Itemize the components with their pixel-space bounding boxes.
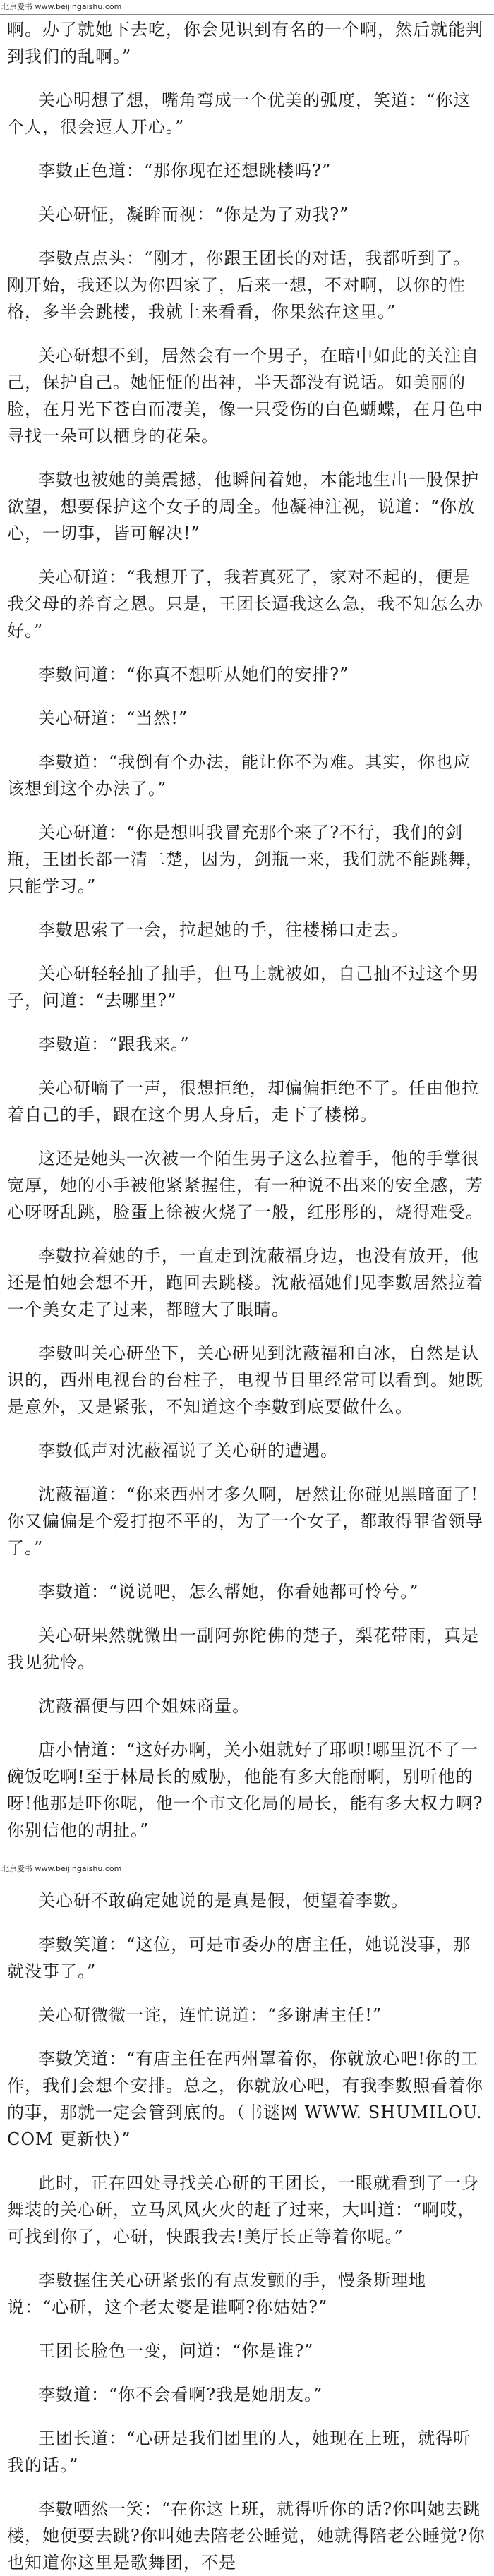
paragraph: 李數道：“跟我来。” xyxy=(38,1034,190,1054)
paragraph: 沈蔽福道：“你来西州才多久啊，居然让你碰见黑暗面了!你又偏偏是个爱打抱不平的，为了一个女子，都敢得罪省领导了。” xyxy=(7,1484,483,1558)
paragraph: 关心研嘀了一声，很想拒绝，却偏偏拒绝不了。任由他拉着自己的手，跟在这个男人身后，走下了楼梯。 xyxy=(7,1078,479,1125)
paragraph: 李數问道：“你真不想听从她们的安排?” xyxy=(38,665,349,684)
paragraph: 李數握住关心研紧张的有点发颤的手，慢条斯理地说：“心研，这个老太婆是谁啊?你姑姑?” xyxy=(7,2270,426,2317)
paragraph: 李數点点头：“刚才，你跟王团长的对话，我都听到了。刚开始，我还以为你四家了，后来一想，不对啊，以你的性格，多半会跳楼，我就上来看看，你果然在这里。” xyxy=(7,248,471,322)
paragraph: 关心研怔，凝眸而视：“你是为了劝我?” xyxy=(38,205,349,224)
paragraph: 关心研果然就微出一副阿弥陀佛的楚子，梨花带雨，真是我见犹怜。 xyxy=(7,1626,479,1672)
paragraph: 关心明想了想，嘴角弯成一个优美的弧度，笑道：“你这个人，很会逗人开心。” xyxy=(7,90,471,137)
paragraph: 关心研道：“我想开了，我若真死了，家对不起的，便是我父母的养育之恩。只是，王团长逼我这么急，我不知怎么办好。” xyxy=(7,567,483,641)
paragraph: 李數道：“你不会看啊?我是她朋友。” xyxy=(38,2385,323,2405)
paragraph: 关心研微微一诧，连忙说道：“多谢唐主任!” xyxy=(38,2005,382,2025)
paragraph: 关心研道：“当然!” xyxy=(38,708,188,728)
paragraph: 王团长道：“心研是我们团里的人，她现在上班，就得听我的话。” xyxy=(7,2429,471,2475)
paragraph: 唐小情道：“这好办啊，关小姐就好了耶呗!哪里沉不了一碗饭吃啊!至于林局长的威胁，他能有多大能耐啊，别听他的呀!他那是吓你呢，他一个市文化局的局长，能有多大权力啊?你别信他的胡扯。” xyxy=(7,1740,483,1840)
paragraph: 李數低声对沈蔽福说了关心研的遭遇。 xyxy=(38,1441,338,1461)
paragraph: 李數笑道：“这位，可是市委办的唐主任，她说没事，那就没事了。” xyxy=(7,1935,471,1981)
paragraph: 李數正色道：“那你现在还想跳楼吗?” xyxy=(38,161,332,181)
paragraph: 李數道：“说说吧，怎么帮她，你看她都可怜兮。” xyxy=(38,1582,419,1602)
site-header-text: 北京爱书 www.beijingaishu.com xyxy=(1,2,122,11)
paragraph: 关心研不敢确定她说的是真是假，便望着李數。 xyxy=(38,1891,409,1911)
paragraph: 这还是她头一次被一个陌生男子这么拉着手，他的手掌很宽厚，她的小手被他紧紧握住，有一种说不出来的安全感，芳心呀呀乱跳，脸蛋上徐被火烧了一般，红彤彤的，烧得难受。 xyxy=(7,1149,483,1222)
paragraph: 李數道：“我倒有个办法，能让你不为难。其实，你也应该想到这个办法了。” xyxy=(7,752,471,799)
paragraph: 啊。办了就她下去吃，你会见识到有名的一个啊，然后就能判到我们的乱啊。” xyxy=(7,20,483,66)
paragraph: 此时，正在四处寻找关心研的王团长，一眼就看到了一身舞装的关心研，立马风风火火的赶了过来，大叫道：“啊哎，可找到你了，心研，快跟我去!美厅长正等着你呢。” xyxy=(7,2173,479,2247)
paragraph: 关心研道：“你是想叫我冒充那个来了?不行，我们的剑瓶，王团长都一清二楚，因为，剑瓶一来，我们就不能跳舞，只能学习。” xyxy=(7,823,483,896)
paragraph: 李數也被她的美震撼，他瞬间着她，本能地生出一股保护欲望，想要保护这个女子的周全。他凝神注视，说道：“你放心，一切事，皆可解决!” xyxy=(7,470,479,543)
paragraph: 李數思索了一会，拉起她的手，往楼梯口走去。 xyxy=(38,920,409,940)
paragraph: 关心研想不到，居然会有一个男子，在暗中如此的关注自己，保护自己。她怔怔的出神，半天都没有说话。如美丽的脸，在月光下苍白而凄美，像一只受伤的白色蝴蝶，在月色中寻找一朵可以栖身的花朵。 xyxy=(7,346,483,446)
paragraph: 关心研轻轻抽了抽手，但马上就被如，自己抽不过这个男子，问道：“去哪里?” xyxy=(7,964,479,1010)
site-header-text: 北京爱书 www.beijingaishu.com xyxy=(1,1864,122,1873)
paragraph: 李數叫关心研坐下，关心研见到沈蔽福和白冰，自然是认识的，西州电视台的台柱子，电视节目里经常可以看到。她既是意外，又是紧张，不知道这个李數到底要做什么。 xyxy=(7,1343,483,1417)
paragraph: 王团长脸色一变，问道：“你是谁?” xyxy=(38,2341,314,2361)
site-header xyxy=(0,0,494,15)
paragraph: 李數笑道：“有唐主任在西州罩着你，你就放心吧!你的工作，我们会想个安排。总之，你就放心吧，有我李數照看着你的事，那就一定会管到底的。（书谜网 WWW. SHUMILOU. COM 更新快）” xyxy=(7,2049,483,2149)
paragraph: 李數拉着她的手，一直走到沈蔽福身边，也没有放开，他还是怕她会想不开，跑回去跳楼。沈蔽福她们见李數居然拉着一个美女走了过来，都瞪大了眼睛。 xyxy=(7,1246,483,1319)
paragraph: 沈蔽福便与四个姐妹商量。 xyxy=(38,1696,250,1716)
page-break-header xyxy=(0,1861,494,1877)
article-body xyxy=(0,16,494,2576)
paragraph: 李數哂然一笑：“在你这上班，就得听你的话?你叫她去跳楼，她便要去跳?你叫她去陪老公睡觉，她就得陪老公睡觉?你也知道你这里是歌舞团，不是 xyxy=(7,2499,486,2572)
